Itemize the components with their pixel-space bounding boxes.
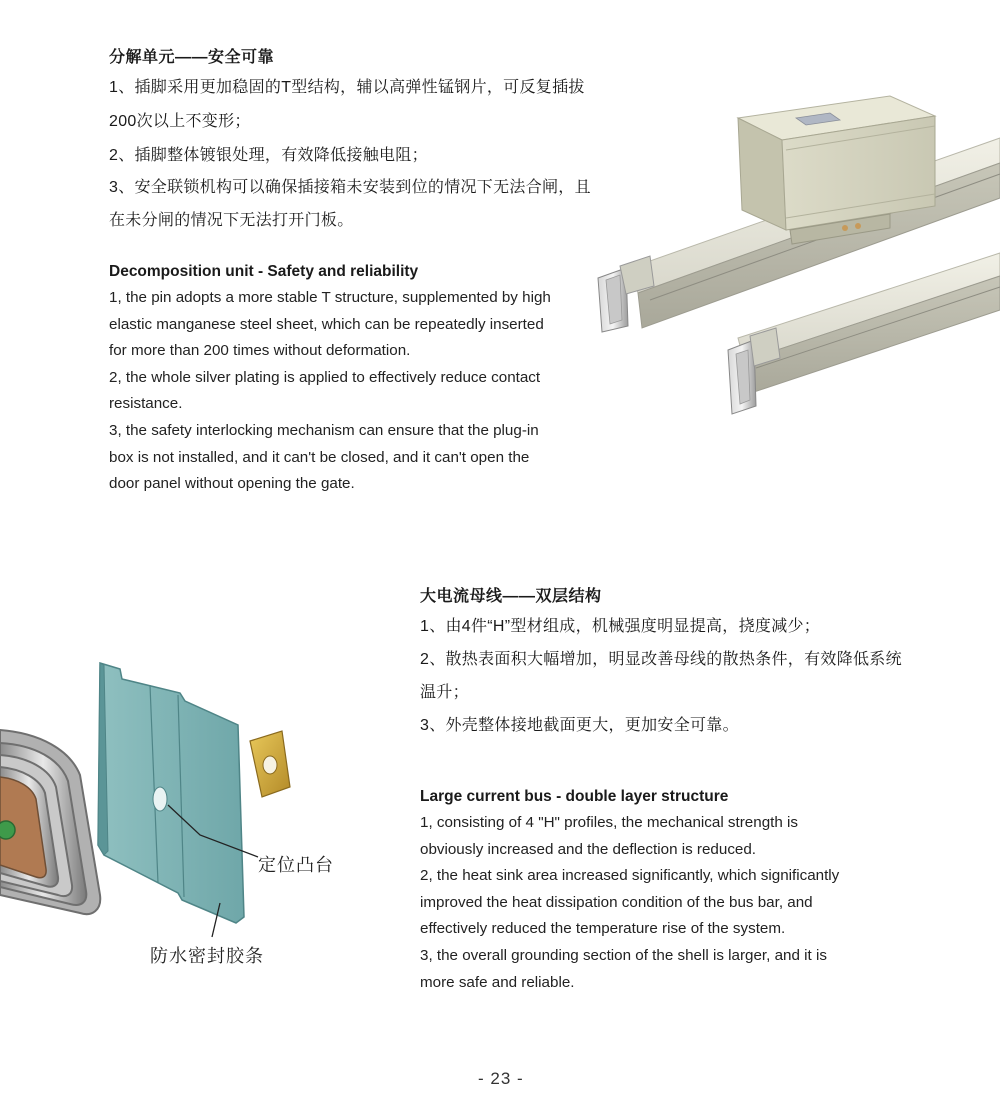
section1-cn-line: 在未分闸的情况下无法打开门板。	[109, 212, 354, 229]
section1-en-line: 1, the pin adopts a more stable T structure, supplemented by high	[109, 289, 551, 306]
section1-en-line: door panel without opening the gate.	[109, 475, 355, 493]
section1-cn-title: 分解单元——安全可靠	[109, 49, 275, 66]
section1-en-line: box is not installed, and it can't be closed, and it can't open the	[109, 448, 530, 466]
busway-plugin-box-illustration	[590, 88, 1000, 428]
section2-en-line: improved the heat dissipation condition of the bus bar, and	[420, 893, 813, 911]
section1-en-line: elastic manganese steel sheet, which can be repeatedly inserted	[109, 315, 544, 333]
section1-en-line: for more than 200 times without deformation.	[109, 342, 411, 360]
section2-en-line: obviously increased and the deflection is reduced.	[420, 840, 757, 858]
callout-waterproof-seal: 防水密封胶条	[150, 946, 264, 966]
section2-en-line: more safe and reliable.	[420, 973, 575, 991]
section2-en-line: 2, the heat sink area increased significantly, which significantly	[420, 867, 840, 885]
section1-en-line: resistance.	[109, 395, 183, 413]
page-number: - 23 -	[478, 1069, 524, 1088]
section1-cn-line: 200次以上不变形；	[109, 113, 251, 130]
section1-en-line: 3, the safety interlocking mechanism can ensure that the plug-in	[109, 421, 539, 439]
section1-en-body	[109, 285, 551, 498]
section2-cn-line: 温升；	[420, 684, 469, 701]
section2-cn-line: 2、散热表面积大幅增加，明显改善母线的散热条件，有效降低系统	[420, 651, 902, 668]
section1-cn-line: 1、插脚采用更加稳固的T型结构，辅以高弹性锰钢片，可反复插拔	[109, 79, 585, 96]
section1-en-title: Decomposition unit - Safety and reliability	[109, 263, 419, 280]
section2-en-line: 1, consisting of 4 "H" profiles, the mechanical strength is	[420, 814, 798, 831]
section1-cn-line: 2、插脚整体镀银处理，有效降低接触电阻；	[109, 147, 428, 164]
section2-cn-line: 1、由4件“H”型材组成，机械强度明显提高，挠度减少；	[420, 618, 821, 635]
section2-en-body	[420, 810, 839, 996]
bus-structure-exploded-illustration	[0, 655, 300, 955]
section2-cn-line: 3、外壳整体接地截面更大，更加安全可靠。	[420, 717, 739, 734]
section2-en-line: effectively reduced the temperature rise of the system.	[420, 920, 786, 938]
section1-cn-line: 3、安全联锁机构可以确保插接箱未安装到位的情况下无法合闸，且	[109, 179, 591, 196]
callout-locating-boss: 定位凸台	[258, 855, 334, 875]
section2-en-line: 3, the overall grounding section of the shell is larger, and it is	[420, 946, 827, 964]
section2-en-title: Large current bus - double layer structure	[420, 788, 729, 805]
section1-en-line: 2, the whole silver plating is applied to effectively reduce contact	[109, 368, 541, 386]
section2-cn-title: 大电流母线——双层结构	[420, 588, 602, 605]
